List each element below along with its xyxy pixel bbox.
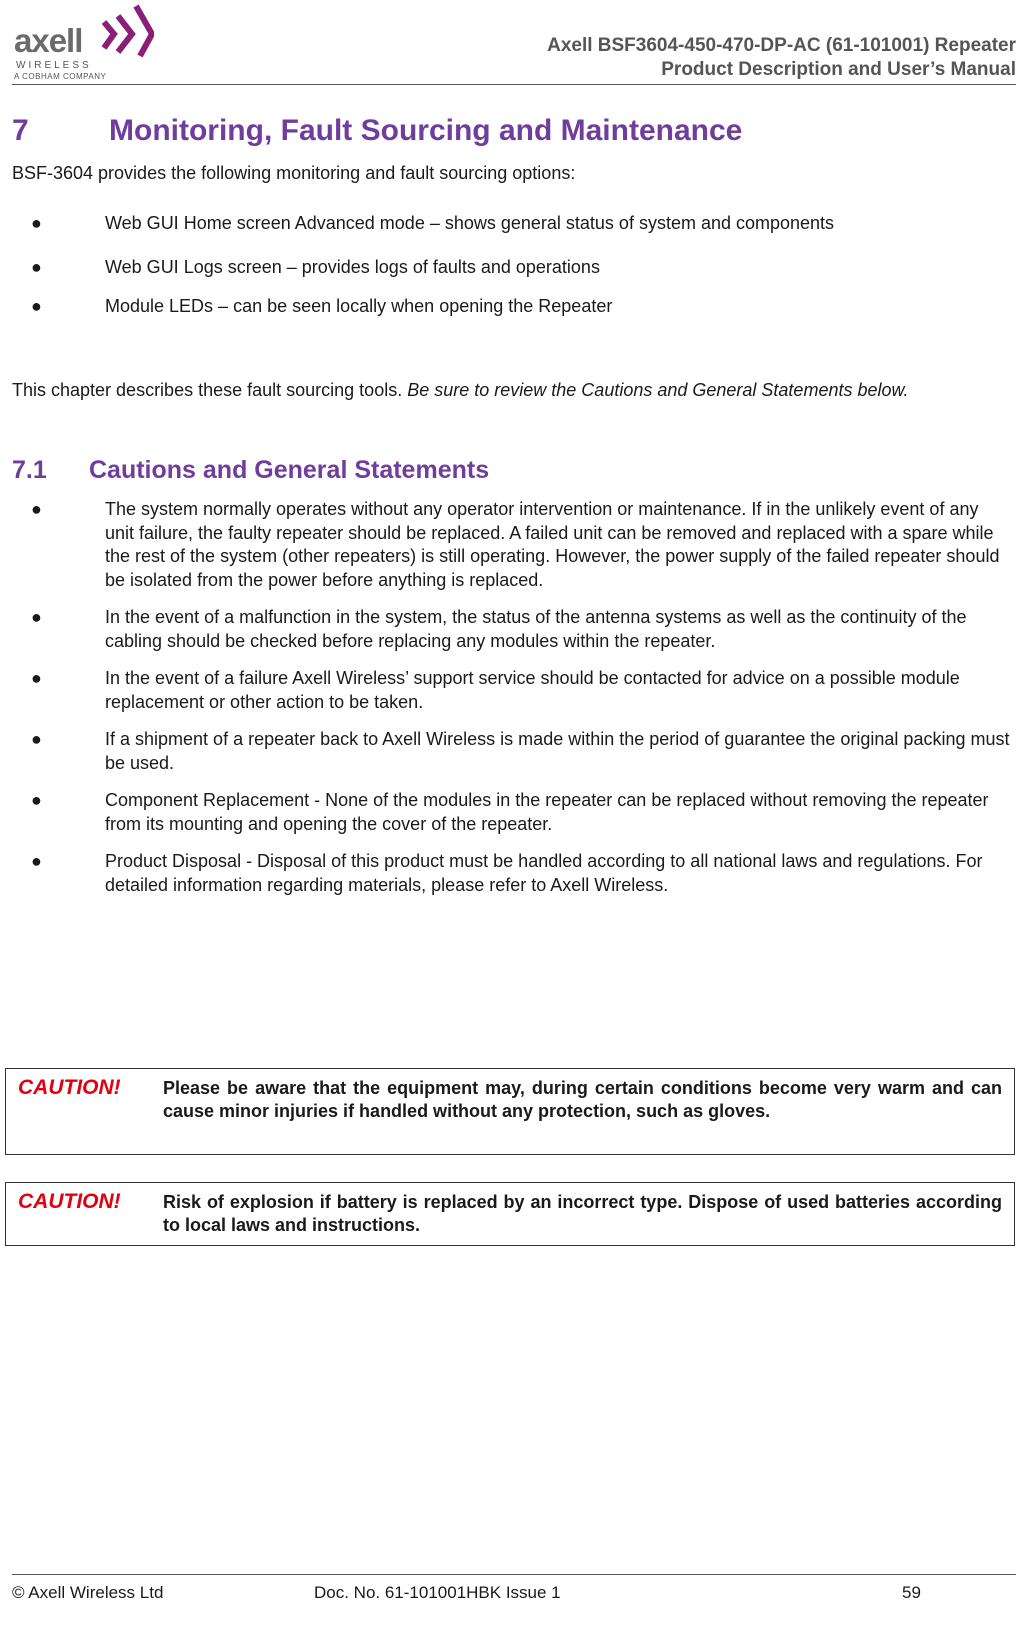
section-number: 7 (12, 114, 29, 147)
list-item (12, 667, 1012, 714)
document-title-line-1: Axell BSF3604-450-470-DP-AC (61-101001) Repeater (547, 35, 1016, 56)
section-title: Monitoring, Fault Sourcing and Maintenance (109, 114, 743, 147)
logo-wordmark: axell (14, 22, 83, 59)
document-title (547, 34, 1016, 82)
page-header (12, 0, 1016, 85)
chapter-text-italic: Be sure to review the Cautions and General Statements below. (407, 380, 909, 400)
logo-waves-icon (100, 4, 154, 60)
list-item (12, 606, 1012, 653)
footer-doc-number: Doc. No. 61-101001HBK Issue 1 (314, 1583, 561, 1602)
logo-wireless-text: WIRELESS (16, 60, 92, 71)
bullet-icon: ● (31, 851, 42, 871)
list-item (12, 728, 1012, 775)
chapter-text: This chapter describes these fault sourcing tools. (12, 380, 403, 400)
list-item (12, 498, 1012, 592)
caution-label: CAUTION! (18, 1076, 121, 1099)
subsection-number: 7.1 (12, 456, 47, 484)
subsection-title: Cautions and General Statements (89, 456, 490, 484)
section-heading (12, 114, 742, 148)
subsection-heading (12, 456, 489, 485)
list-item-text: Component Replacement - None of the modules in the repeater can be replaced without removing the repeater from its mounting and opening the cover of the repeater. (105, 790, 989, 834)
cautions-list (12, 498, 1012, 897)
caution-text: Risk of explosion if battery is replaced by an incorrect type. Dispose of used batteries according to local laws and instructions. (163, 1192, 1002, 1235)
list-item-text: In the event of a malfunction in the system, the status of the antenna systems as well as the continuity of the cabling should be checked before replacing any modules within the repeater. (105, 607, 967, 651)
axell-logo (14, 4, 154, 80)
logo-company-text: A COBHAM COMPANY (14, 72, 107, 81)
list-item (12, 212, 1012, 236)
footer-copyright: © Axell Wireless Ltd (12, 1583, 164, 1602)
list-item (12, 295, 1012, 319)
bullet-icon: ● (31, 213, 42, 233)
list-item-text: Web GUI Home screen Advanced mode – shows general status of system and components (105, 213, 835, 233)
bullet-icon: ● (31, 729, 42, 749)
chapter-description (12, 379, 1012, 402)
footer-page-number: 59 (902, 1583, 921, 1602)
bullet-icon: ● (31, 607, 42, 627)
bullet-icon: ● (31, 790, 42, 810)
list-item (12, 850, 1012, 897)
list-item (12, 789, 1012, 836)
bullet-icon: ● (31, 499, 42, 519)
list-item (12, 256, 1012, 280)
list-item-text: The system normally operates without any operator intervention or maintenance. If in the unlikely event of any unit failure, the faulty repeater should be replaced. A failed unit can be removed and replaced with a spare while the rest of the system (other repeaters) is still operating. However, the power supply of the failed repeater should be isolated from the power before anything is replaced. (105, 499, 1000, 590)
caution-label: CAUTION! (18, 1190, 121, 1213)
page-footer (12, 1574, 1016, 1602)
monitoring-options-list (12, 212, 1012, 319)
list-item-text: If a shipment of a repeater back to Axell Wireless is made within the period of guarantee the original packing must be used. (105, 729, 1010, 773)
caution-box-battery (5, 1182, 1015, 1246)
bullet-icon: ● (31, 668, 42, 688)
intro-paragraph: BSF-3604 provides the following monitoring and fault sourcing options: (12, 163, 576, 183)
list-item-text: In the event of a failure Axell Wireless’ support service should be contacted for advice on a possible module replacement or other action to be taken. (105, 668, 960, 712)
list-item-text: Module LEDs – can be seen locally when opening the Repeater (105, 296, 613, 316)
list-item-text: Web GUI Logs screen – provides logs of faults and operations (105, 256, 600, 277)
bullet-icon: ● (31, 256, 42, 277)
document-title-line-2: Product Description and User’s Manual (661, 59, 1016, 80)
bullet-icon: ● (31, 296, 42, 316)
caution-text: Please be aware that the equipment may, during certain conditions become very warm and can cause minor injuries if handled without any protection, such as gloves. (163, 1078, 1002, 1121)
caution-box-heat (5, 1068, 1015, 1155)
list-item-text: Product Disposal - Disposal of this product must be handled according to all national laws and regulations. For detailed information regarding materials, please refer to Axell Wireless. (105, 851, 983, 895)
